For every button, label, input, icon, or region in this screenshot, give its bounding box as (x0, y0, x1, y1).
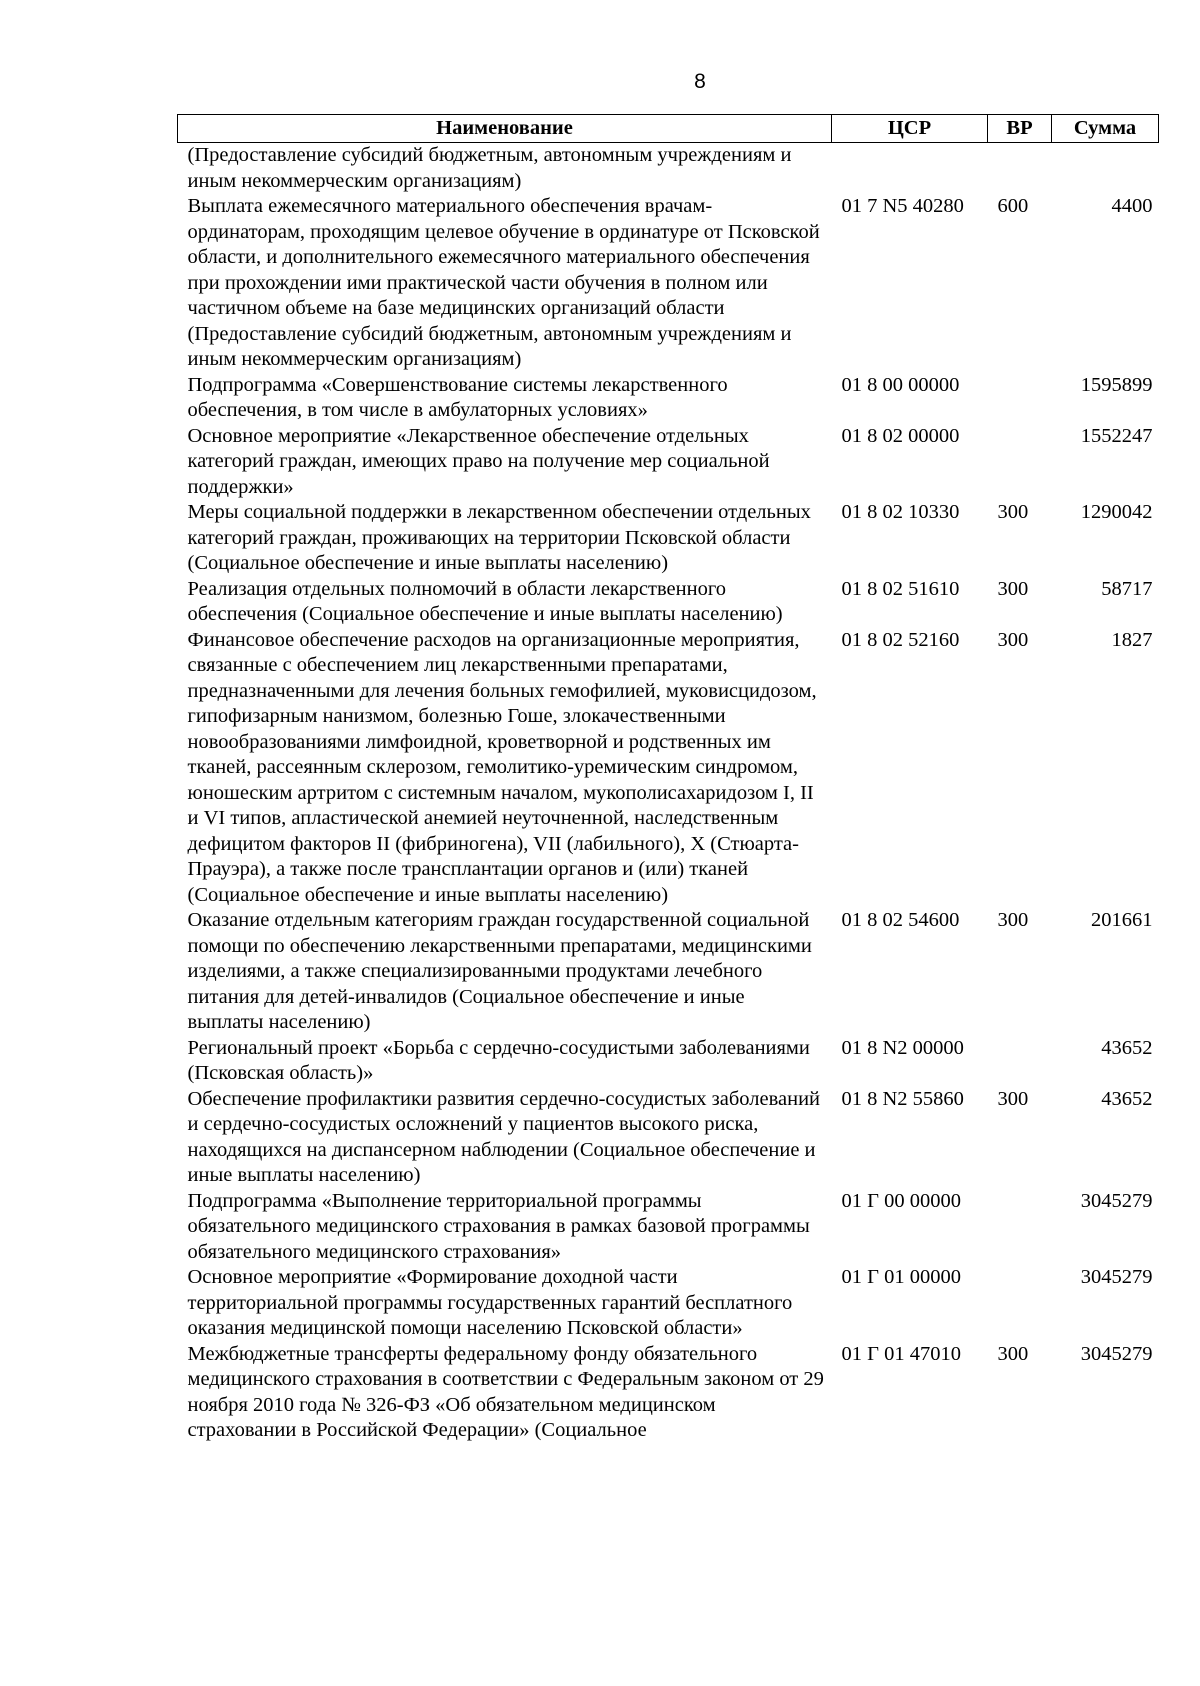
row-name: Межбюджетные трансферты федеральному фонду обязательного медицинского страхования в соответствии с Федеральным законом от 29 ноября 2010 года № 326-ФЗ «Об обязательном медицинском страховании в Российской Федерации» (Социальное (187, 1342, 824, 1441)
row-vr: 300 (997, 577, 1029, 600)
row-csr: 01 8 00 00000 (841, 373, 960, 396)
table-row (178, 194, 1159, 373)
row-sum: 1827 (1111, 628, 1153, 651)
row-name: Выплата ежемесячного материального обеспечения врачам-ординаторам, проходящим целевое обучение в ординатуре от Псковской области, и дополнительного ежемесячного материального обеспечения при прохождении ими практической части обучения в полном или частичном объеме на базе медицинских организаций области (Предоставление субсидий бюджетным, автономным учреждениям и иным некоммерческим организациям) (187, 195, 820, 370)
row-sum: 1290042 (1080, 501, 1153, 523)
table-header (178, 115, 1159, 143)
row-name: Оказание отдельным категориям граждан государственной социальной помощи по обеспечению лекарственными препаратами, медицинскими изделиями, а также специализированными продуктами лечебного питания для детей-инвалидов (Социальное обеспечение и иные выплаты населению) (187, 909, 812, 1033)
budget-table (177, 114, 1159, 1444)
row-sum: 43652 (1101, 1087, 1153, 1110)
row-name: Обеспечение профилактики развития сердечно-сосудистых заболеваний и сердечно-сосудистых осложнений у пациентов высокого риска, находящихся на диспансерном наблюдении (Социальное обеспечение и иные выплаты населению) (187, 1087, 821, 1186)
table-row (178, 1189, 1159, 1266)
row-sum: 3045279 (1080, 1266, 1153, 1288)
row-vr (988, 424, 1052, 501)
row-vr (988, 373, 1052, 424)
row-sum: 3045279 (1080, 1189, 1153, 1212)
table-row (178, 908, 1159, 1036)
table-row (178, 1087, 1159, 1189)
table-row (178, 1036, 1159, 1087)
row-csr: 01 Г 01 00000 (841, 1266, 961, 1288)
row-csr: 01 8 02 52160 (841, 628, 960, 651)
row-csr: 01 8 02 54600 (841, 909, 960, 931)
row-csr: 01 7 N5 40280 (841, 195, 964, 217)
table-row (178, 500, 1159, 577)
row-csr: 01 8 N2 55860 (841, 1087, 964, 1110)
row-csr: 01 Г 00 00000 (841, 1189, 961, 1212)
row-csr: 01 Г 01 47010 (841, 1342, 961, 1365)
table-row (178, 1265, 1159, 1342)
row-vr: 300 (997, 1087, 1029, 1110)
header-sum: Сумма (1052, 115, 1159, 143)
row-name: Финансовое обеспечение расходов на организационные мероприятия, связанные с обеспечением лиц лекарственными препаратами, предназначенными для лечения больных гемофилией, муковисцидозом, гипофизарным нанизмом, болезнью Гоше, злокачественными новообразованиями лимфоидной, кроветворной и родственных им тканей, рассеянным склерозом, гемолитико-уремическим синдромом, юношеским артритом с системным началом, мукополисахаридозом I, II и VI типов, апластической анемией неуточненной, наследственным дефицитом факторов II (фибриногена), VII (лабильного), X (Стюарта-Прауэра), а также после трансплантации органов и (или) тканей (Социальное обеспечение и иные выплаты населению) (187, 628, 817, 906)
table-row (178, 628, 1159, 909)
row-sum: 1595899 (1080, 373, 1153, 396)
row-vr: 300 (997, 628, 1029, 651)
row-name: Региональный проект «Борьба с сердечно-сосудистыми заболеваниями (Псковская область)» (187, 1036, 810, 1084)
row-csr (832, 143, 988, 195)
table-body (178, 143, 1159, 1444)
row-csr: 01 8 02 00000 (841, 424, 960, 447)
header-name: Наименование (178, 115, 832, 143)
header-csr: ЦСР (832, 115, 988, 143)
header-vr: ВР (988, 115, 1052, 143)
row-csr: 01 8 N2 00000 (841, 1036, 964, 1059)
row-sum: 43652 (1101, 1036, 1153, 1059)
row-vr (988, 1189, 1052, 1266)
row-vr (988, 1036, 1052, 1087)
row-name: Подпрограмма «Выполнение территориальной программы обязательного медицинского страхования в рамках базовой программы обязательного медицинского страхования» (187, 1189, 810, 1263)
row-vr: 600 (997, 195, 1029, 217)
row-vr: 300 (997, 1342, 1029, 1365)
row-sum: 201661 (1091, 909, 1153, 931)
row-name: Меры социальной поддержки в лекарственном обеспечении отдельных категорий граждан, проживающих на территории Псковской области (Социальное обеспечение и иные выплаты населению) (187, 501, 811, 574)
table-row (178, 1342, 1159, 1444)
header-row (178, 115, 1159, 143)
table-row (178, 577, 1159, 628)
row-sum: 1552247 (1080, 424, 1153, 447)
row-sum: 58717 (1101, 577, 1153, 600)
row-vr (988, 143, 1052, 195)
row-sum: 4400 (1111, 195, 1153, 217)
row-name: Основное мероприятие «Лекарственное обеспечение отдельных категорий граждан, имеющих право на получение мер социальной поддержки» (187, 424, 770, 498)
row-sum (1052, 143, 1159, 195)
row-vr: 300 (997, 909, 1029, 931)
row-csr: 01 8 02 51610 (841, 577, 960, 600)
row-name: Реализация отдельных полномочий в области лекарственного обеспечения (Социальное обеспечение и иные выплаты населению) (187, 577, 783, 625)
row-vr: 300 (997, 501, 1029, 523)
page-number: 8 (694, 70, 706, 93)
row-name: Основное мероприятие «Формирование доходной части территориальной программы государственных гарантий бесплатного оказания медицинской помощи населению Псковской области» (187, 1266, 793, 1339)
row-vr (988, 1265, 1052, 1342)
row-name: (Предоставление субсидий бюджетным, автономным учреждениям и иным некоммерческим организациям) (187, 144, 792, 192)
row-sum: 3045279 (1080, 1342, 1153, 1365)
table-row (178, 424, 1159, 501)
row-name: Подпрограмма «Совершенствование системы лекарственного обеспечения, в том числе в амбулаторных условиях» (187, 373, 728, 421)
row-csr: 01 8 02 10330 (841, 501, 960, 523)
table-row (178, 373, 1159, 424)
table-row (178, 143, 1159, 195)
